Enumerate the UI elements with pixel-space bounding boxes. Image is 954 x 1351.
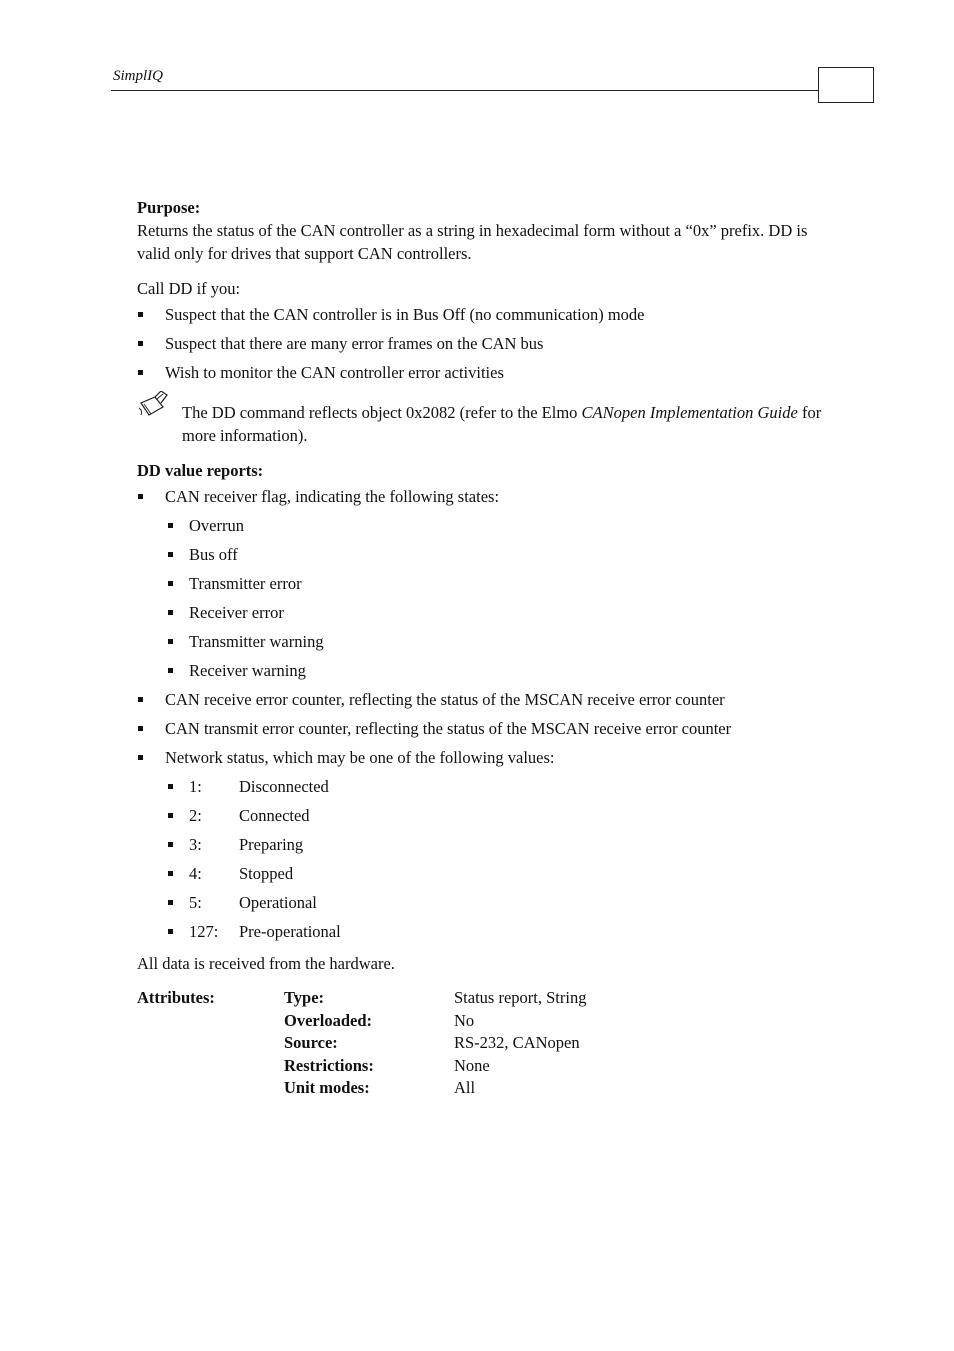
- call-if-intro: Call DD if you:: [137, 279, 241, 298]
- attribute-key: Overloaded:: [284, 1010, 372, 1030]
- list-item: Bus off: [137, 540, 827, 569]
- network-label: Pre-operational: [239, 922, 341, 941]
- network-code: 2:: [189, 806, 202, 825]
- attribute-value: Status report, String: [454, 988, 587, 1007]
- list-item: Receiver warning: [137, 656, 827, 685]
- attributes-table: [137, 987, 827, 1100]
- network-code: 1:: [189, 777, 202, 796]
- list-item: CAN transmit error counter, reflecting the status of the MSCAN receive error counter: [137, 714, 827, 743]
- network-label: Stopped: [239, 864, 294, 883]
- network-label: Preparing: [239, 835, 304, 854]
- header-rule: [111, 90, 819, 91]
- list-item: [137, 482, 827, 511]
- list-item: [137, 888, 827, 917]
- attribute-value: RS-232, CANopen: [454, 1033, 580, 1052]
- purpose-heading: Purpose:: [137, 198, 201, 217]
- attribute-key: Restrictions:: [284, 1055, 374, 1075]
- note-text: The DD command reflects object 0x2082 (refer to the Elmo: [182, 403, 582, 422]
- table-row: [137, 1010, 827, 1033]
- network-code: 127:: [189, 922, 219, 941]
- network-label: Connected: [239, 806, 310, 825]
- list-item: [137, 772, 827, 801]
- list-item: Transmitter error: [137, 569, 827, 598]
- table-row: [137, 1032, 827, 1055]
- attribute-value: No: [454, 1010, 475, 1030]
- list-item: Network status, which may be one of the following values:: [137, 743, 827, 772]
- table-row: [137, 987, 827, 1010]
- note: [137, 401, 827, 447]
- note-text-end: for more information).: [182, 403, 822, 445]
- list-item: Suspect that there are many error frames on the CAN bus: [137, 329, 827, 358]
- network-values-list: [137, 772, 827, 946]
- table-row: [137, 1055, 827, 1078]
- list-item: Receiver error: [137, 598, 827, 627]
- attribute-key: Type:: [284, 988, 325, 1007]
- network-code: 5:: [189, 893, 202, 912]
- network-code: 4:: [189, 864, 202, 883]
- table-row: [137, 1077, 827, 1100]
- reports-list: [137, 482, 827, 511]
- list-item: Wish to monitor the CAN controller error activities: [137, 358, 827, 387]
- receiver-flag-text: CAN receiver flag, indicating the following states:: [165, 487, 500, 506]
- call-if-list: [137, 300, 827, 387]
- attribute-key: Unit modes:: [284, 1078, 370, 1097]
- reports-heading: DD value reports:: [137, 461, 264, 480]
- list-item: Transmitter warning: [137, 627, 827, 656]
- list-item: [137, 859, 827, 888]
- all-data-text: All data is received from the hardware.: [137, 954, 395, 973]
- page-number-box: [818, 67, 874, 103]
- list-item: [137, 801, 827, 830]
- note-guide-title: CANopen Implementation Guide: [581, 403, 798, 422]
- list-item: [137, 917, 827, 946]
- attribute-key: Source:: [284, 1033, 338, 1052]
- document-body: [137, 196, 827, 1100]
- list-item: [137, 830, 827, 859]
- pencil-note-icon: [137, 391, 169, 421]
- list-item: Suspect that the CAN controller is in Bus Off (no communication) mode: [137, 300, 827, 329]
- attribute-value: All: [454, 1078, 476, 1097]
- network-label: Operational: [239, 893, 317, 912]
- network-label: Disconnected: [239, 777, 329, 796]
- flag-states-list: [137, 511, 827, 685]
- network-code: 3:: [189, 835, 202, 854]
- reports-list-cont: [137, 685, 827, 772]
- attributes-heading: Attributes:: [137, 988, 215, 1007]
- purpose-text: Returns the status of the CAN controller as a string in hexadecimal form without a “0x” prefix. DD is valid only for drives that support CAN controllers.: [137, 221, 808, 263]
- attribute-value: None: [454, 1055, 490, 1075]
- header-brand: SimplIQ: [113, 68, 163, 84]
- list-item: CAN receive error counter, reflecting the status of the MSCAN receive error counter: [137, 685, 827, 714]
- list-item: Overrun: [137, 511, 827, 540]
